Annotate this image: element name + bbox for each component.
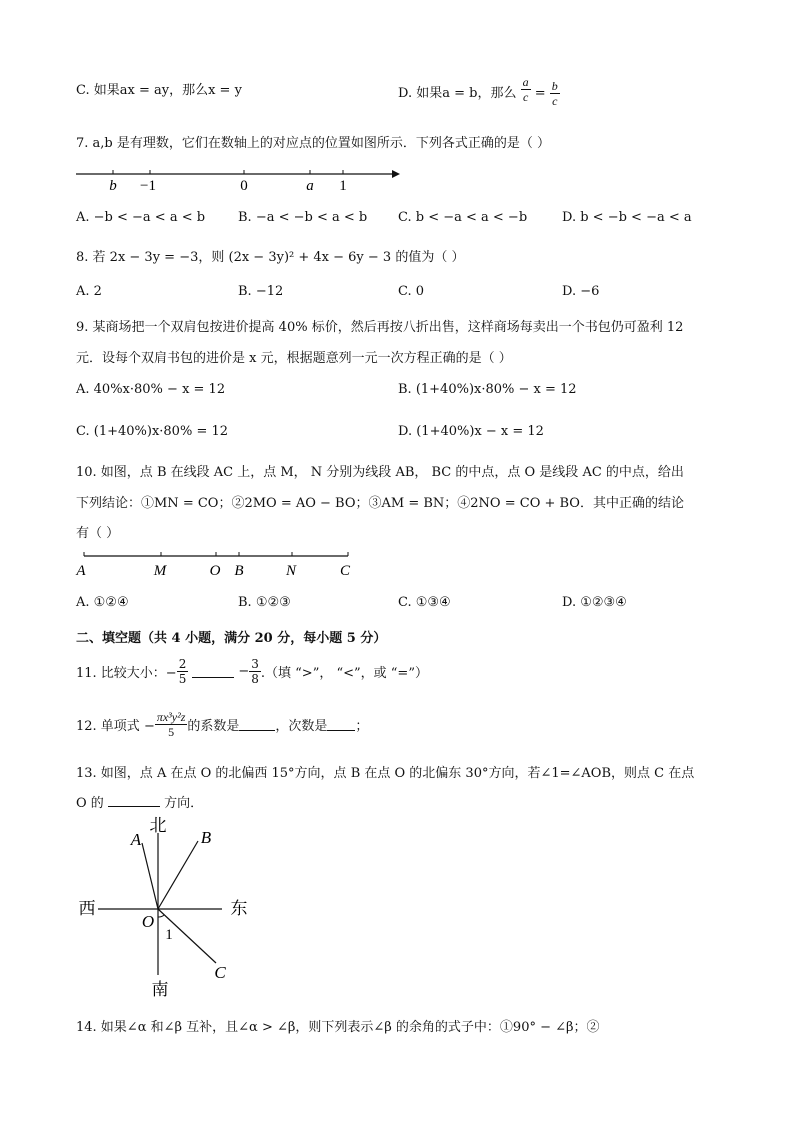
q8-option-b: B. −12 — [238, 284, 284, 299]
equals-sign: = — [534, 86, 546, 101]
numerator: a — [522, 75, 529, 89]
fraction-2-5 — [177, 657, 189, 686]
denominator: c — [552, 94, 558, 108]
q10-stem-line3: 有（ ） — [76, 526, 120, 541]
axis-label-b: b — [109, 178, 117, 194]
point-label-c: C — [339, 563, 351, 579]
q12-prefix: 12. 单项式 − — [76, 718, 155, 734]
q9-stem-line1: 9. 某商场把一个双肩包按进价提高 40% 标价，然后再按八折出售，这样商场每卖出一个书包仍可盈利 12 — [76, 320, 684, 335]
label-point-a: A — [130, 830, 142, 849]
denominator: 8 — [251, 671, 259, 686]
section-heading-fill-in: 二、填空题（共 4 小题，满分 20 分，每小题 5 分） — [76, 631, 387, 646]
q9-option-b: B. (1+40%)x·80% − x = 12 — [398, 382, 577, 397]
q8-stem: 8. 若 2x − 3y = −3，则 (2x − 3y)² + 4x − 6y − 3 的值为（ ） — [76, 250, 465, 265]
axis-label-one: 1 — [339, 178, 347, 194]
q13-compass-diagram — [70, 815, 260, 1005]
q9-option-a: A. 40%x·80% − x = 12 — [76, 382, 226, 397]
q11-minus: − — [238, 663, 250, 679]
axis-label-zero: 0 — [240, 178, 248, 194]
numerator: πx³y²z — [156, 709, 186, 724]
q11-prefix: 11. 比较大小：− — [76, 665, 177, 681]
q12-degree-label: ，次数是 — [275, 718, 328, 734]
q11-answer-blank[interactable] — [192, 665, 234, 678]
q7-option-b: B. −a < −b < a < b — [238, 210, 368, 225]
q12-degree-blank[interactable] — [327, 718, 355, 731]
label-west: 西 — [78, 899, 96, 918]
fraction-b-over-c — [550, 79, 560, 108]
denominator: 5 — [168, 724, 175, 739]
point-label-o: O — [209, 563, 221, 579]
q12-suffix: ； — [355, 718, 369, 734]
q7-number-line — [70, 162, 410, 194]
q7-option-d: D. b < −b < −a < a — [562, 210, 692, 225]
q11-stem — [76, 653, 428, 689]
denominator: 5 — [178, 671, 187, 686]
q13-line2-prefix: O 的 — [76, 796, 104, 811]
q6-option-d — [398, 75, 560, 108]
q10-stem-line1: 10. 如图，点 B 在线段 AC 上，点 M， N 分别为线段 AB， BC 的中点，点 O 是线段 AC 的中点，给出 — [76, 465, 684, 480]
label-angle-1: 1 — [165, 927, 173, 943]
numerator: 2 — [178, 656, 187, 671]
numerator: 3 — [251, 656, 259, 671]
fraction-a-over-c — [521, 75, 531, 104]
q7-option-a: A. −b < −a < a < b — [76, 210, 206, 225]
point-label-b: B — [234, 563, 244, 579]
q9-option-d: D. (1+40%)x − x = 12 — [398, 424, 544, 439]
point-label-n: N — [285, 563, 297, 579]
fraction-3-8 — [249, 657, 261, 686]
denominator: c — [522, 90, 529, 104]
ray-oa — [142, 843, 158, 909]
q8-option-d: D. −6 — [562, 284, 600, 299]
q8-option-a: A. 2 — [76, 284, 102, 299]
q7-option-c: C. b < −a < a < −b — [398, 210, 528, 225]
q6-option-c: C. 如果ax = ay，那么x = y — [76, 83, 242, 98]
axis-label-minus-one: −1 — [140, 178, 156, 194]
q6-option-d-prefix: D. 如果a = b，那么 — [398, 86, 517, 101]
axis-label-a: a — [306, 178, 314, 194]
q10-segment-diagram — [70, 548, 360, 582]
q12-coefficient-label: 的系数是 — [187, 718, 240, 734]
q9-option-c: C. (1+40%)x·80% = 12 — [76, 424, 229, 439]
q13-line2-suffix: 方向． — [164, 796, 204, 811]
q9-stem-line2: 元．设每个双肩书包的进价是 x 元，根据题意列一元一次方程正确的是（ ） — [76, 351, 512, 366]
ray-ob — [158, 841, 198, 909]
angle-1-arc — [158, 915, 164, 917]
label-south: 南 — [151, 980, 169, 999]
q10-option-c: C. ①③④ — [398, 595, 451, 610]
q12-coefficient-blank[interactable] — [239, 718, 275, 731]
label-east: 东 — [230, 899, 248, 918]
label-point-c: C — [214, 963, 226, 982]
label-north: 北 — [149, 816, 167, 835]
label-point-b: B — [200, 828, 212, 847]
numerator: b — [551, 79, 558, 93]
q13-stem-line1: 13. 如图，点 A 在点 O 的北偏西 15°方向，点 B 在点 O 的北偏东 30°方向，若∠1=∠AOB，则点 C 在点 — [76, 766, 695, 781]
q10-option-a: A. ①②④ — [76, 595, 129, 610]
point-label-a: A — [76, 563, 86, 579]
fraction-monomial — [155, 710, 188, 739]
q12-stem — [76, 704, 368, 744]
q13-stem-line2 — [76, 792, 203, 811]
q10-option-d: D. ①②③④ — [562, 595, 627, 610]
q7-stem: 7. a,b 是有理数，它们在数轴上的对应点的位置如图所示．下列各式正确的是（ ） — [76, 136, 551, 151]
q8-option-c: C. 0 — [398, 284, 425, 299]
q11-suffix: .（填 “>”， “<”，或 “=”） — [260, 665, 428, 681]
label-point-o: O — [141, 912, 155, 931]
q13-answer-blank[interactable] — [108, 794, 160, 807]
q10-stem-line2: 下列结论：①MN = CO；②2MO = AO − BO；③AM = BN；④2NO = CO + BO．其中正确的结论 — [76, 496, 684, 511]
q14-stem: 14. 如果∠α 和∠β 互补，且∠α > ∠β，则下列表示∠β 的余角的式子中：①90° − ∠β；② — [76, 1020, 600, 1035]
point-label-m: M — [153, 563, 167, 579]
q10-option-b: B. ①②③ — [238, 595, 291, 610]
number-line-arrow — [392, 170, 400, 178]
